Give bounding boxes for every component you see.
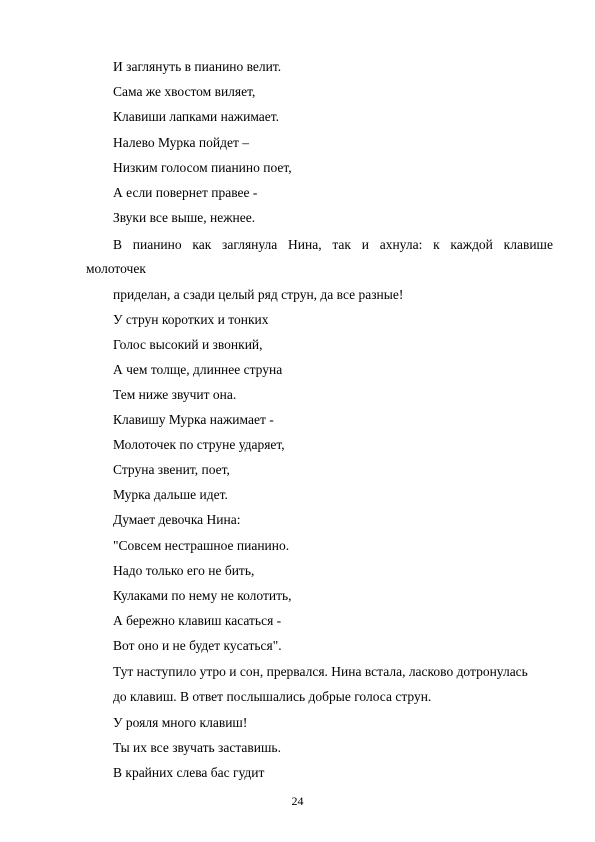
text-line: Ты их все звучать заставишь. <box>113 740 281 755</box>
text-line: Сама же хвостом виляет, <box>113 84 256 99</box>
justified-paragraph-line <box>113 237 553 253</box>
text-line: Думает девочка Нина: <box>113 512 241 527</box>
paragraph-word: каждой <box>450 237 493 252</box>
paragraph-word: к <box>433 237 440 252</box>
paragraph-word: Нина, <box>288 237 322 252</box>
text-line: Молоточек по струне ударяет, <box>113 437 285 452</box>
text-line: Тем ниже звучит она. <box>113 387 237 402</box>
text-line: И заглянуть в пианино велит. <box>113 59 282 74</box>
text-line: В крайних слева бас гудит <box>113 765 265 780</box>
page-number: 24 <box>291 794 304 808</box>
paragraph-word: как <box>192 237 212 252</box>
text-line: Мурка дальше идет. <box>113 487 228 502</box>
paragraph-word: клавише <box>503 237 553 252</box>
text-line: Низким голосом пианино поет, <box>113 160 292 175</box>
paragraph-word: заглянула <box>222 237 278 252</box>
text-line: У рояля много клавиш! <box>113 715 248 730</box>
text-line: Клавишу Мурка нажимает - <box>113 412 274 427</box>
paragraph-word: ахнула: <box>379 237 423 252</box>
paragraph-word: пианино <box>132 237 182 252</box>
text-line: Кулаками по нему не колотить, <box>113 588 292 603</box>
text-line: Налево Мурка пойдет – <box>113 135 249 150</box>
text-line: А чем толще, длиннее струна <box>113 362 283 377</box>
text-line: Клавиши лапками нажимает. <box>113 109 280 124</box>
text-line: Звуки все выше, нежнее. <box>113 210 256 225</box>
paragraph-word: В <box>113 237 123 252</box>
text-line: приделан, а сзади целый ряд струн, да все разные! <box>113 287 404 302</box>
text-line: Надо только его не бить, <box>113 563 255 578</box>
text-line: "Совсем нестрашное пианино. <box>113 538 290 553</box>
text-line: У струн коротких и тонких <box>113 312 269 327</box>
text-line: до клавиш. В ответ послышались добрые голоса струн. <box>113 689 432 704</box>
text-line: Струна звенит, поет, <box>113 462 230 477</box>
text-line: А бережно клавиш касаться - <box>113 613 282 628</box>
text-line: молоточек <box>86 261 146 276</box>
text-line: А если повернет правее - <box>113 185 258 200</box>
text-line: Тут наступило утро и сон, прервался. Нина встала, ласково дотронулась <box>113 664 528 679</box>
text-line: Голос высокий и звонкий, <box>113 337 263 352</box>
paragraph-word: так <box>332 237 351 252</box>
text-line: Вот оно и не будет кусаться". <box>113 638 282 653</box>
paragraph-word: и <box>361 237 369 252</box>
